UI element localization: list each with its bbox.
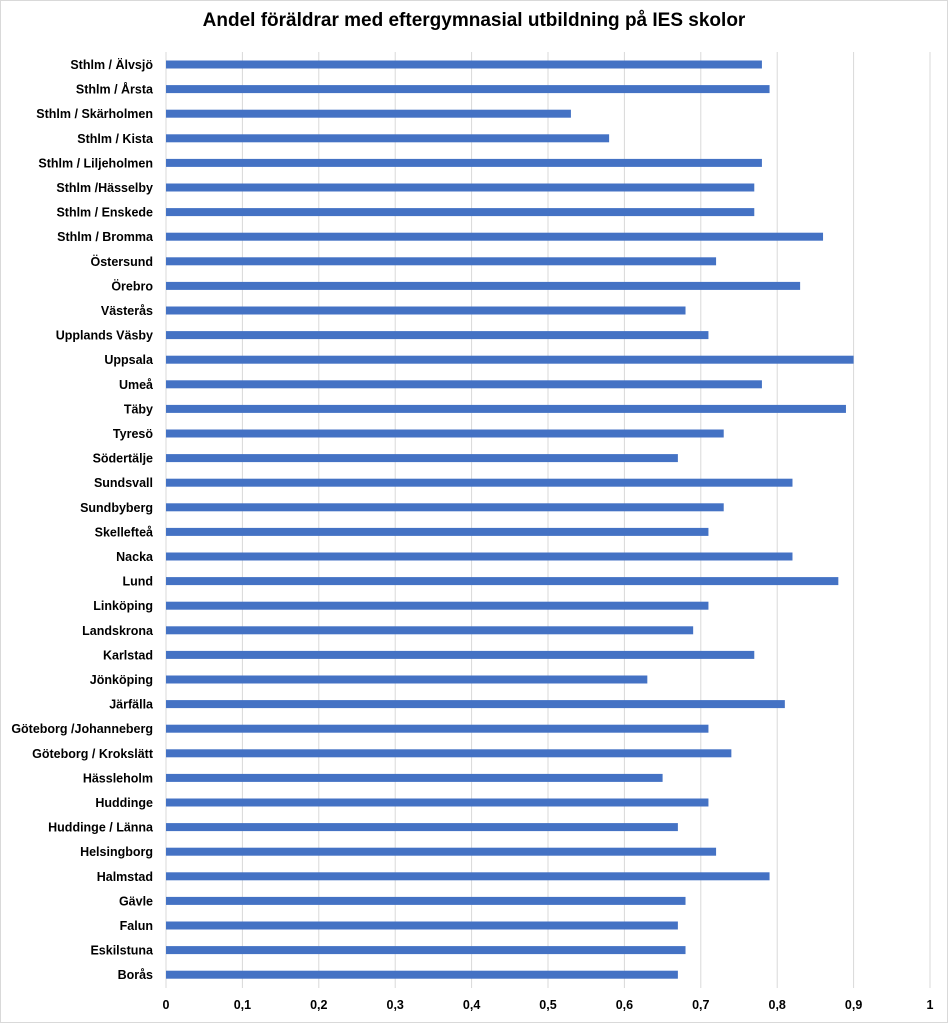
x-tick-label: 0,2 bbox=[310, 998, 328, 1012]
category-label: Västerås bbox=[100, 304, 153, 318]
category-label: Sthlm / Skärholmen bbox=[36, 107, 153, 122]
category-label: Halmstad bbox=[96, 869, 153, 884]
category-label: Sthlm / Bromma bbox=[57, 230, 153, 245]
bar bbox=[166, 307, 686, 315]
category-label: Östersund bbox=[90, 254, 153, 269]
category-label: Gävle bbox=[118, 894, 153, 909]
category-label: Eskilstuna bbox=[90, 943, 153, 958]
bar bbox=[166, 922, 678, 930]
bar bbox=[166, 110, 571, 118]
category-label: Helsingborg bbox=[80, 845, 153, 860]
bar bbox=[166, 356, 854, 364]
bar bbox=[166, 700, 785, 708]
x-tick-label: 0 bbox=[162, 998, 170, 1012]
bar bbox=[166, 233, 823, 241]
category-label: Sthlm / Liljeholmen bbox=[38, 156, 153, 171]
bar bbox=[166, 602, 708, 610]
x-tick-label: 0,8 bbox=[768, 998, 786, 1012]
category-label: Huddinge bbox=[95, 796, 153, 810]
bar bbox=[166, 134, 609, 142]
category-label: Järfälla bbox=[109, 697, 153, 712]
category-label: Karlstad bbox=[102, 648, 153, 663]
bar bbox=[166, 380, 762, 388]
bar bbox=[166, 725, 708, 733]
category-label: Borås bbox=[117, 968, 153, 983]
bar bbox=[166, 208, 754, 216]
category-label: Upplands Väsby bbox=[55, 328, 153, 343]
bar bbox=[166, 553, 792, 561]
bar bbox=[166, 848, 716, 856]
category-label: Södertälje bbox=[92, 451, 153, 466]
category-label: Göteborg / Krokslätt bbox=[32, 746, 153, 761]
bar bbox=[166, 257, 716, 265]
bar bbox=[166, 823, 678, 831]
category-label: Sundsvall bbox=[93, 476, 153, 491]
bar bbox=[166, 577, 838, 585]
category-label: Umeå bbox=[118, 377, 153, 392]
category-label: Sthlm / Kista bbox=[77, 131, 153, 146]
category-label: Landskrona bbox=[82, 623, 153, 638]
x-tick-label: 0,7 bbox=[692, 998, 710, 1012]
x-tick-label: 0,6 bbox=[615, 998, 634, 1012]
category-label: Tyresö bbox=[112, 427, 153, 441]
bar bbox=[166, 774, 663, 782]
category-label: Sthlm / Enskede bbox=[56, 205, 153, 220]
category-label: Hässleholm bbox=[82, 771, 153, 786]
x-tick-label: 0,5 bbox=[539, 998, 557, 1012]
x-tick-label: 1 bbox=[926, 998, 934, 1012]
bar bbox=[166, 897, 686, 905]
category-label: Linköping bbox=[93, 599, 153, 614]
bar bbox=[166, 676, 647, 684]
category-label: Örebro bbox=[111, 279, 153, 294]
category-label: Täby bbox=[123, 402, 153, 417]
category-label: Sthlm / Älvsjö bbox=[70, 58, 153, 72]
bar bbox=[166, 85, 770, 93]
chart-title: Andel föräldrar med eftergymnasial utbildning på IES skolor bbox=[202, 10, 746, 31]
bar bbox=[166, 503, 724, 511]
x-tick-label: 0,3 bbox=[386, 998, 404, 1012]
category-label: Göteborg /Johanneberg bbox=[11, 722, 153, 737]
bar bbox=[166, 184, 754, 192]
bar bbox=[166, 971, 678, 979]
bar bbox=[166, 528, 708, 536]
category-label: Nacka bbox=[116, 550, 153, 564]
bar bbox=[166, 61, 762, 69]
category-label: Jönköping bbox=[89, 673, 153, 687]
category-label: Lund bbox=[122, 574, 153, 589]
bar bbox=[166, 282, 800, 290]
category-label: Falun bbox=[119, 919, 153, 933]
category-label: Sthlm /Hässelby bbox=[56, 181, 153, 195]
category-label: Sthlm / Årsta bbox=[75, 82, 153, 97]
bar bbox=[166, 799, 708, 807]
bar bbox=[166, 479, 792, 487]
x-tick-label: 0,1 bbox=[233, 998, 252, 1012]
bar bbox=[166, 872, 770, 880]
category-label: Skellefteå bbox=[94, 525, 153, 540]
bar bbox=[166, 430, 724, 438]
category-label: Uppsala bbox=[104, 353, 153, 368]
bar bbox=[166, 331, 708, 339]
bar bbox=[166, 946, 686, 954]
bar bbox=[166, 749, 731, 757]
bar bbox=[166, 651, 754, 659]
bar bbox=[166, 454, 678, 462]
bar bbox=[166, 626, 693, 634]
bar bbox=[166, 405, 846, 413]
category-label: Sundbyberg bbox=[80, 500, 153, 515]
x-tick-label: 0,9 bbox=[844, 998, 863, 1012]
bar bbox=[166, 159, 762, 167]
x-tick-label: 0,4 bbox=[462, 998, 481, 1012]
category-label: Huddinge / Länna bbox=[48, 820, 153, 835]
